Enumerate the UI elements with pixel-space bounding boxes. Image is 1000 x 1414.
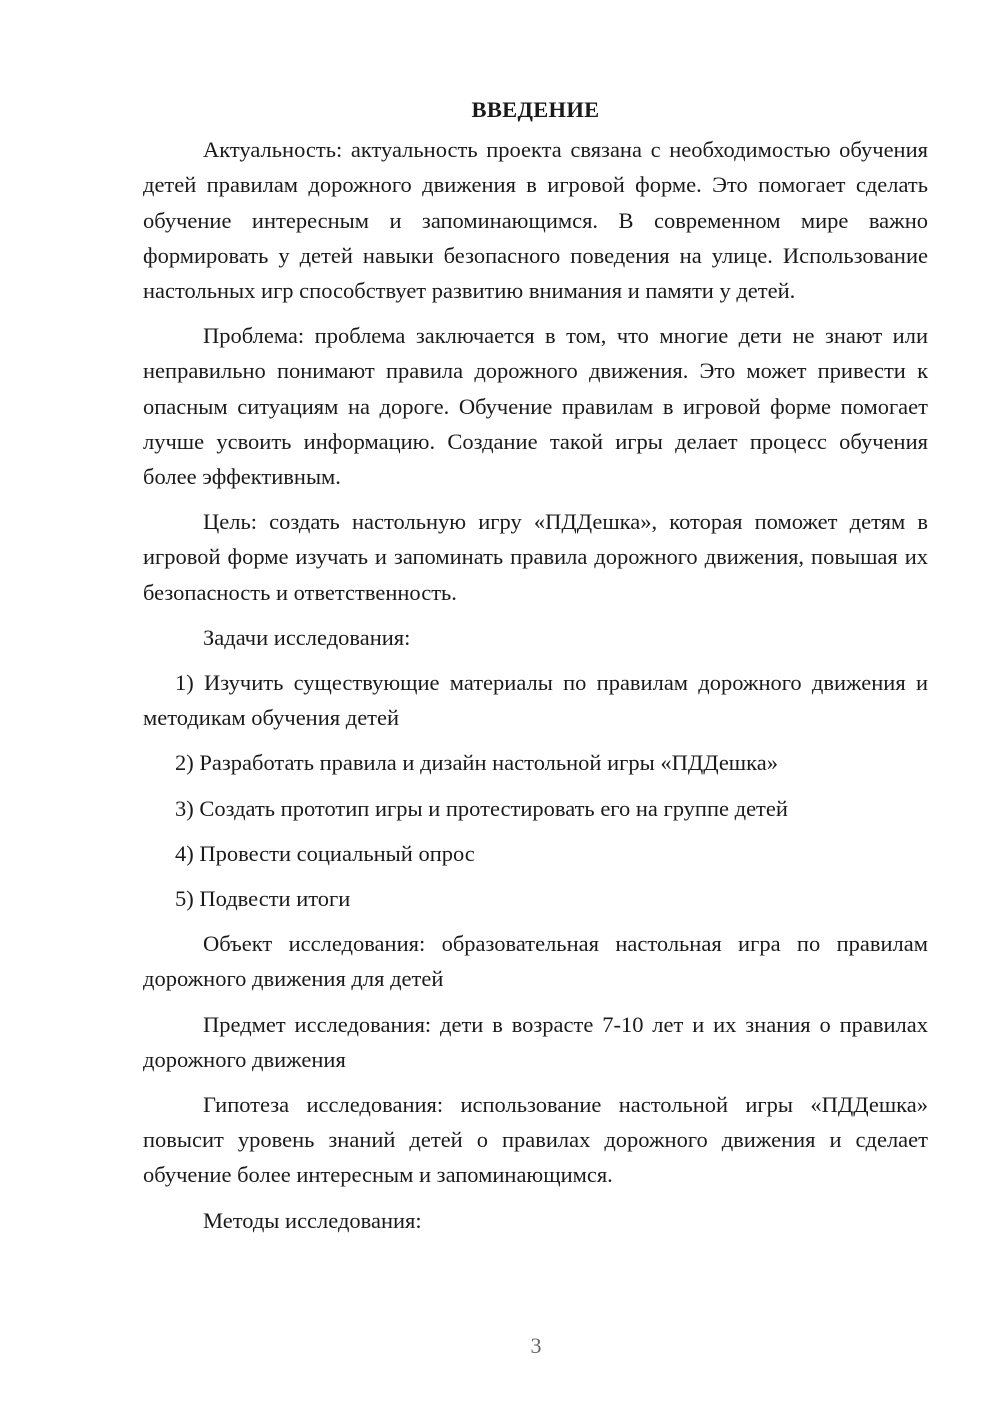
subject-paragraph: Предмет исследования: дети в возрасте 7-10 лет и их знания о правилах дорожного движения (143, 1011, 928, 1072)
section-heading: ВВЕДЕНИЕ (471, 97, 600, 122)
page-body (143, 92, 928, 1248)
task-item: 1) Изучить существующие материалы по правилам дорожного движения и методикам обучения детей (143, 670, 928, 731)
tasks-title: Задачи исследования: (203, 624, 411, 650)
task-item: 3) Создать прототип игры и протестировать его на группе детей (175, 795, 788, 821)
task-item: 2) Разработать правила и дизайн настольной игры «ПДДешка» (175, 750, 778, 776)
page-number: 3 (530, 1333, 542, 1358)
problem-paragraph: Проблема: проблема заключается в том, что многие дети не знают или неправильно понимают правила дорожного движения. Это может привести к опасным ситуациям на дороге. Обучение правилам в игровой форме помогает лучше усвоить информацию. Создание такой игры делает процесс обучения более эффективным. (143, 323, 928, 490)
goal-paragraph: Цель: создать настольную игру «ПДДешка», которая поможет детям в игровой форме изучать и запоминать правила дорожного движения, повышая их безопасность и ответственность. (143, 509, 928, 605)
relevance-paragraph: Актуальность: актуальность проекта связана с необходимостью обучения детей правилам дорожного движения в игровой форме. Это помогает сделать обучение интересным и запоминающимся. В современном мире важно формировать у детей навыки безопасного поведения на улице. Использование настольных игр способствует развитию внимания и памяти у детей. (143, 137, 928, 304)
task-item: 4) Провести социальный опрос (175, 840, 475, 866)
hypothesis-paragraph: Гипотеза исследования: использование настольной игры «ПДДешка» повысит уровень знаний детей о правилах дорожного движения и сделает обучение более интересным и запоминающимся. (143, 1092, 928, 1188)
methods-title: Методы исследования: (203, 1207, 422, 1233)
object-paragraph: Объект исследования: образовательная настольная игра по правилам дорожного движения для детей (143, 931, 928, 992)
tasks-list (143, 665, 928, 916)
task-item: 5) Подвести итоги (175, 886, 351, 912)
